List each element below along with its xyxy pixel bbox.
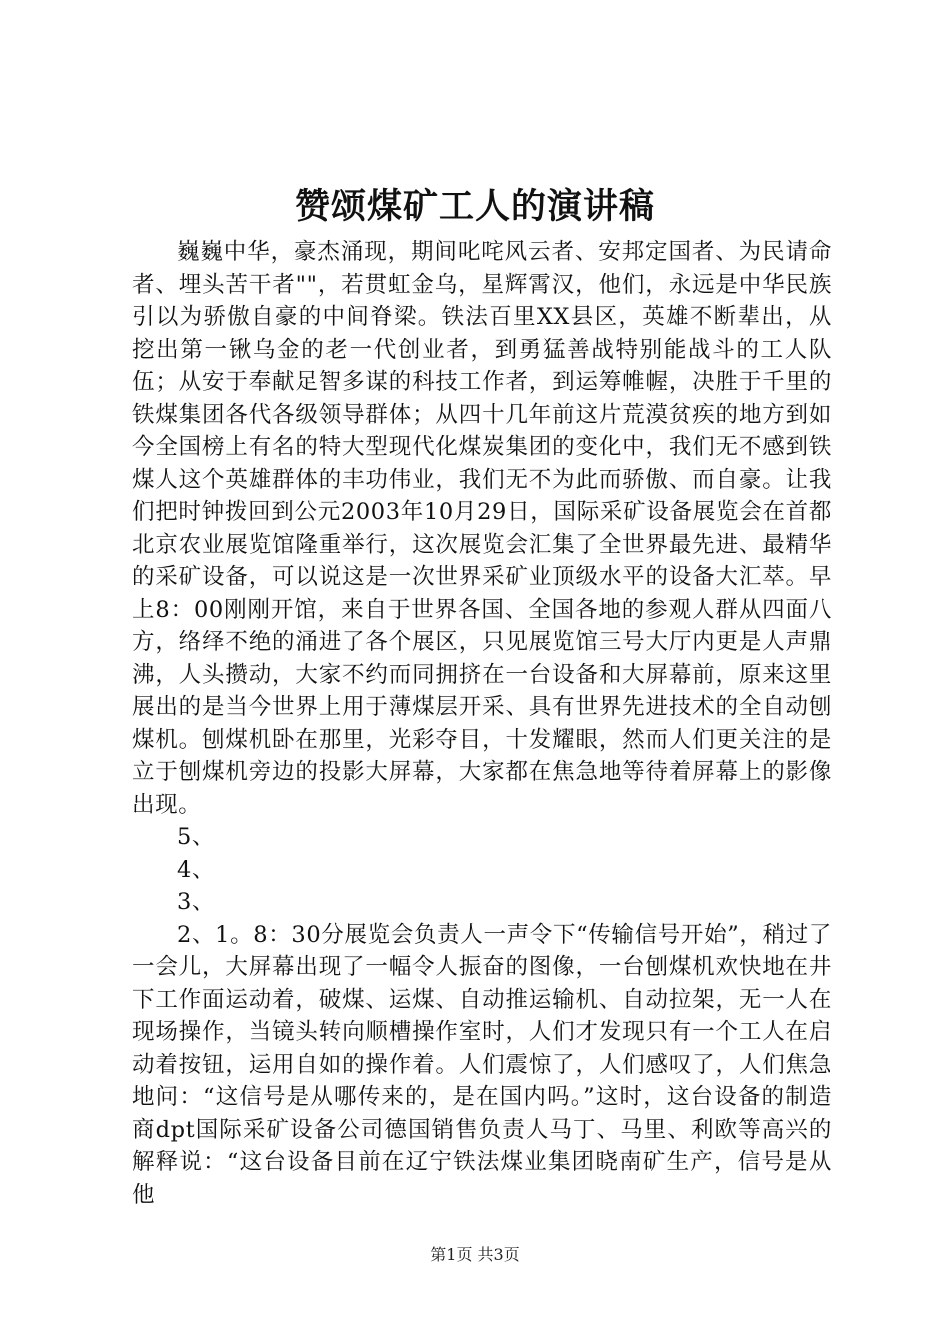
paragraph-intro: 巍巍中华，豪杰涌现，期间叱咤风云者、安邦定国者、为民请命者、埋头苦干者""，若贯虹金乌，星辉霄汉，他们，永远是中华民族引以为骄傲自豪的中间脊梁。铁法百里XX县区，英雄不断辈出，从挖出第一锹乌金的老一代创业者，到勇猛善战特别能战斗的工人队伍；从安于奉献足智多谋的科技工作者，到运筹帷幄，决胜于千里的铁煤集团各代各级领导群体；从四十几年前这片荒漠贫疾的地方到如今全国榜上有名的特大型现代化煤炭集团的变化中，我们无不感到铁煤人这个英雄群体的丰功伟业，我们无不为此而骄傲、而自豪。让我们把时钟拨回到公元2003年10月29日，国际采矿设备展览会在首都北京农业展览馆隆重举行，这次展览会汇集了全世界最先进、最精华的采矿设备，可以说这是一次世界采矿业顶级水平的设备大汇萃。早上8：00刚刚开馆，来自于世界各国、全国各地的参观人群从四面八方，络绎不绝的涌进了各个展区，只见展览馆三号大厅内更是人声鼎沸，人头攒动，大家不约而同拥挤在一台设备和大屏幕前，原来这里展出的是当今世界上用于薄煤层开采、具有世界先进技术的全自动刨煤机。刨煤机卧在那里，光彩夺目，十发耀眼，然而人们更关注的是立于刨煤机旁边的投影大屏幕，大家都在焦急地等待着屏幕上的影像出现。 <box>132 239 832 818</box>
document-body <box>132 236 832 1211</box>
document-title: 赞颂煤矿工人的演讲稿 <box>294 186 655 227</box>
paragraph-countdown-4: 4、 <box>177 856 216 883</box>
paragraph-signal-transmission: 2、1。8：30分展览会负责人一声令下“传输信号开始”，稍过了一会儿，大屏幕出现了一幅令人振奋的图像，一台刨煤机欢快地在井下工作面运动着，破煤、运煤、自动推运输机、自动拉架，无一人在现场操作，当镜头转向顺槽操作室时，人们才发现只有一个工人在启动着按钮，运用自如的操作着。人们震惊了，人们感叹了，人们焦急地问：“这信号是从哪传来的，是在国内吗。”这时，这台设备的制造商dpt国际采矿设备公司德国销售负责人马丁、马里、利欧等高兴的解释说：“这台设备目前在辽宁铁法煤业集团晓南矿生产，信号是从他 <box>132 921 832 1208</box>
paragraph-countdown-5: 5、 <box>177 824 216 850</box>
paragraph-countdown-3: 3、 <box>177 889 216 915</box>
page-footer: 第1页 共3页 <box>430 1245 520 1264</box>
